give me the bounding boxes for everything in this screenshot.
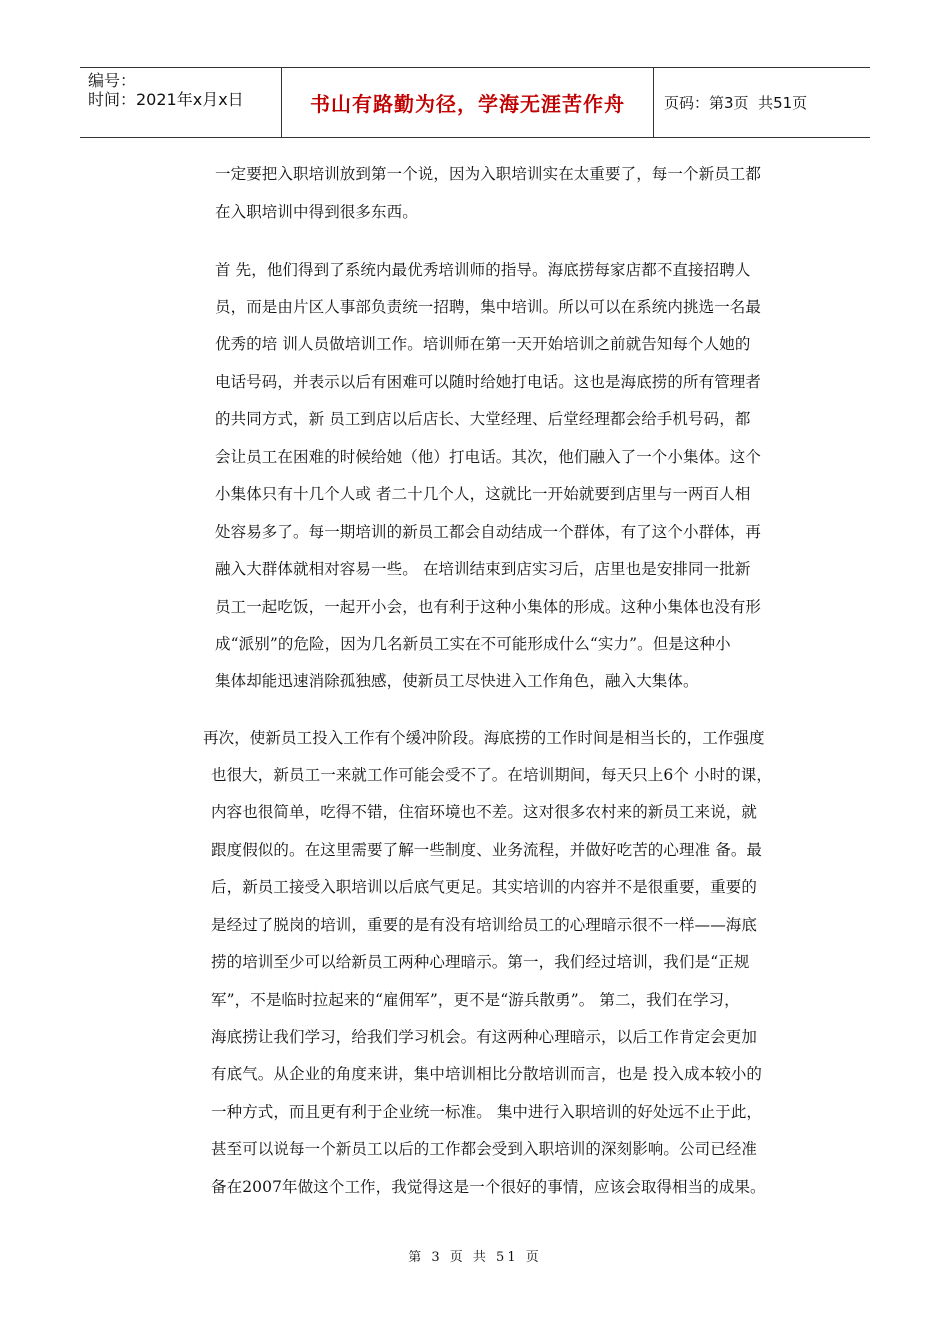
body-line: 在入职培训中得到很多东西。: [215, 203, 418, 221]
body-line: 甚至可以说每一个新员工以后的工作都会受到入职培训的深刻影响。公司已经准: [211, 1140, 758, 1158]
footer-page-number: 第 3 页 共 51 页: [408, 1250, 542, 1265]
header-motto: [282, 68, 654, 137]
body-line: 员，而是由片区人事部负责统一招聘，集中培训。所以可以在系统内挑选一名最: [215, 298, 762, 316]
body-line: 电话号码，并表示以后有困难可以随时给她打电话。这也是海底捞的所有管理者: [215, 373, 762, 391]
body-line: 一种方式，而且更有利于企业统一标准。 集中进行入职培训的好处远不止于此，: [211, 1103, 763, 1121]
page-info-text: 页码：第3页 共51页: [664, 94, 808, 112]
body-line: 的共同方式，新 员工到店以后店长、大堂经理、后堂经理都会给手机号码，都: [215, 410, 751, 428]
body-line: 内容也很简单，吃得不错，住宿环境也不差。这对很多农村来的新员工来说，就: [211, 803, 758, 821]
motto-text: 书山有路勤为径，学海无涯苦作舟: [310, 92, 625, 116]
body-line: 成“派别”的危险，因为几名新员工实在不可能形成什么“实力”。但是这种小: [215, 635, 731, 653]
body-line: 备在2007年做这个工作，我觉得这是一个很好的事情，应该会取得相当的成果。: [211, 1178, 766, 1196]
body-line: 再次，使新员工投入工作有个缓冲阶段。海底捞的工作时间是相当长的，工作强度: [203, 729, 765, 747]
page-footer: [0, 1246, 950, 1265]
header-page-info: [654, 68, 870, 137]
body-line: 优秀的培 训人员做培训工作。培训师在第一天开始培训之前就告知每个人她的: [215, 335, 751, 353]
body-line: 处容易多了。每一期培训的新员工都会自动结成一个群体，有了这个小群体，再: [215, 523, 762, 541]
body-line: 是经过了脱岗的培训，重要的是有没有培训给员工的心理暗示很不一样——海底: [211, 916, 758, 934]
body-line: 捞的培训至少可以给新员工两种心理暗示。第一，我们经过培训，我们是“正规: [211, 953, 750, 971]
body-line: 首 先，他们得到了系统内最优秀培训师的指导。海底捞每家店都不直接招聘人: [215, 261, 751, 279]
body-line: 跟度假似的。在这里需要了解一些制度、业务流程，并做好吃苦的心理准 备。最: [211, 841, 763, 859]
body-line: 也很大，新员工一来就工作可能会受不了。在培训期间，每天只上6个 小时的课，: [211, 766, 772, 784]
body-line: 小集体只有十几个人或 者二十几个人，这就比一开始就要到店里与一两百人相: [215, 485, 751, 503]
header-meta: [80, 68, 282, 137]
header-table: [80, 67, 870, 138]
body-line: 会让员工在困难的时候给她（他）打电话。其次，他们融入了一个小集体。这个: [215, 448, 762, 466]
body-line: 军”，不是临时拉起来的“雇佣军”，更不是“游兵散勇”。 第二，我们在学习，: [211, 991, 740, 1009]
body-line: 一定要把入职培训放到第一个说，因为入职培训实在太重要了，每一个新员工都: [215, 165, 762, 183]
body-line: 后，新员工接受入职培训以后底气更足。其实培训的内容并不是很重要，重要的: [211, 878, 758, 896]
body-line: 有底气。从企业的角度来讲，集中培训相比分散培训而言，也是 投入成本较小的: [211, 1065, 763, 1083]
number-label: 编号：: [88, 71, 137, 90]
body-line: 融入大群体就相对容易一些。 在培训结束到店实习后，店里也是安排同一批新: [215, 560, 751, 578]
body-line: 海底捞让我们学习，给我们学习机会。有这两种心理暗示，以后工作肯定会更加: [211, 1028, 758, 1046]
body-line: 员工一起吃饭，一起开小会，也有利于这种小集体的形成。这种小集体也没有形: [215, 598, 762, 616]
body-line: 集体却能迅速消除孤独感，使新员工尽快进入工作角色，融入大集体。: [215, 672, 699, 690]
date-label: 时间：2021年x月x日: [88, 90, 244, 109]
